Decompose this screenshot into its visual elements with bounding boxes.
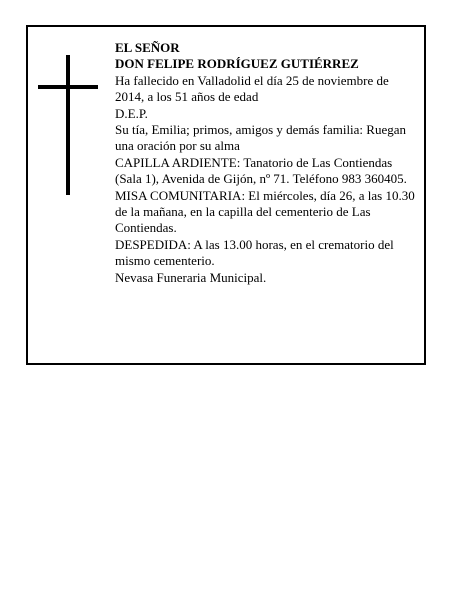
farewell-info: DESPEDIDA: A las 13.00 horas, en el crematorio del mismo cementerio. (115, 236, 394, 269)
cross-icon-horizontal-bar (38, 85, 98, 89)
funeral-home: Nevasa Funeraria Municipal. (115, 269, 267, 285)
family-text: Su tía, Emilia; primos, amigos y demás familia: Ruegan una oración por su alma (115, 122, 407, 154)
notice-title-line1: EL SEÑOR (115, 40, 180, 55)
mass-info: MISA COMUNITARIA: El miércoles, día 26, a las 10.30 de la mañana, en la capilla del cementerio de Las Contiendas. (115, 187, 415, 236)
rip-text: D.E.P. (115, 105, 148, 121)
notice-body (115, 40, 420, 286)
obituary-notice (26, 25, 426, 365)
death-info: Ha fallecido en Valladolid el día 25 de noviembre de 2014, a los 51 años de edad (115, 72, 389, 105)
chapel-info: CAPILLA ARDIENTE: Tanatorio de Las Contiendas (Sala 1), Avenida de Gijón, nº 71. Teléfono 983 360405. (115, 154, 407, 187)
notice-title-line2: DON FELIPE RODRÍGUEZ GUTIÉRREZ (115, 56, 359, 72)
cross-icon-vertical-bar (66, 55, 70, 195)
